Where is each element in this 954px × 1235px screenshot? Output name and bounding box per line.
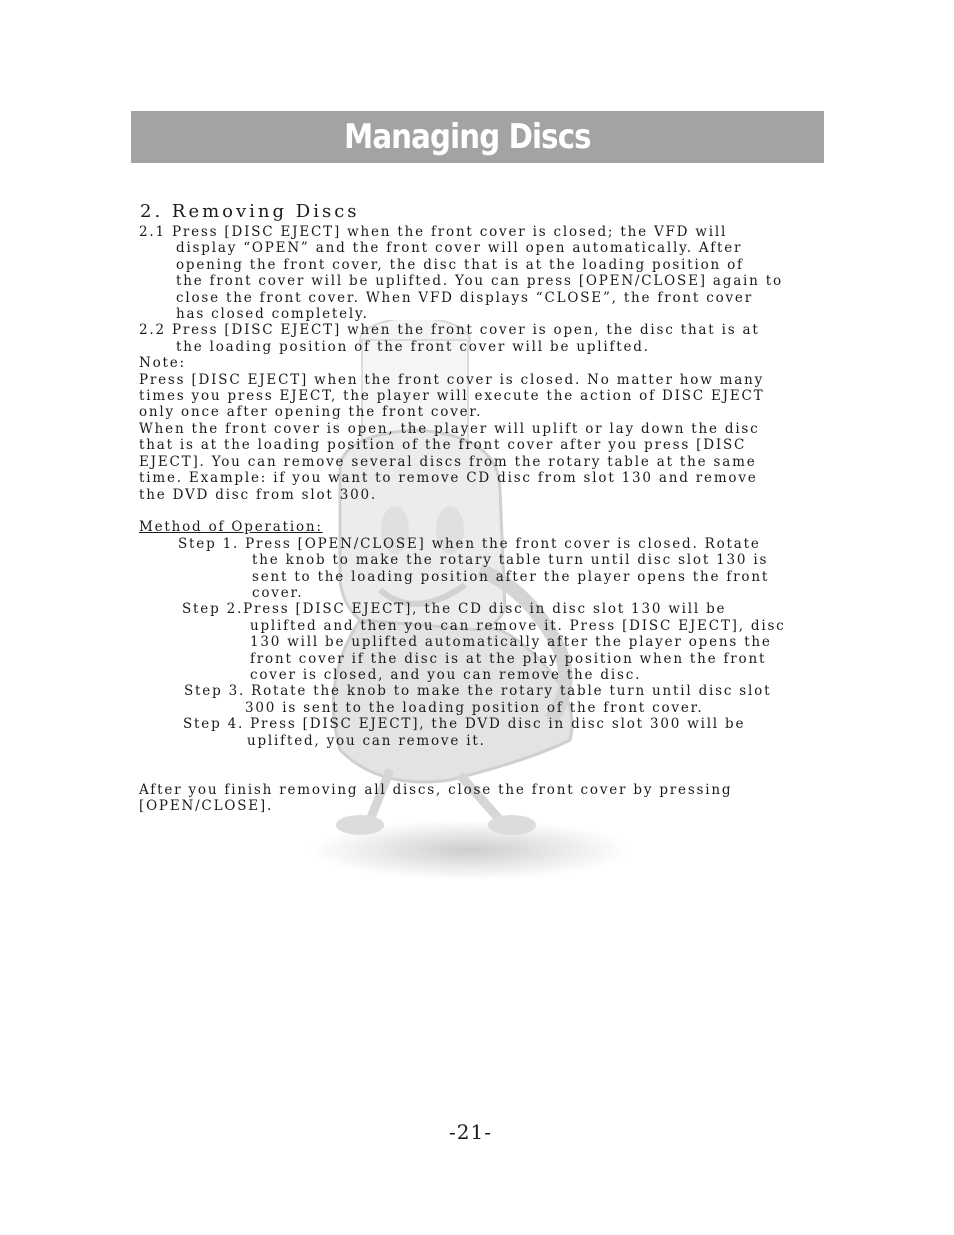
step-line: 300 is sent to the loading position of the front cover. xyxy=(245,699,704,716)
text-line: display “OPEN” and the front cover will open automatically. After xyxy=(176,240,743,257)
text-line: the front cover will be uplifted. You can press [OPEN/CLOSE] again to xyxy=(176,273,783,290)
text-line: the DVD disc from slot 300. xyxy=(139,486,378,503)
instruction-lines xyxy=(139,224,829,503)
method-steps xyxy=(139,536,829,749)
title-banner xyxy=(131,111,824,163)
step-line: Step 4. Press [DISC EJECT], the DVD disc in disc slot 300 will be xyxy=(183,716,746,733)
step-line: uplifted and then you can remove it. Press [DISC EJECT], disc xyxy=(250,617,786,634)
text-line: When the front cover is open, the player will uplift or lay down the disc xyxy=(139,420,760,437)
step-line: Step 2.Press [DISC EJECT], the CD disc in disc slot 130 will be xyxy=(182,601,727,618)
method-heading: Method of Operation: xyxy=(139,519,323,536)
page-title: Managing Discs xyxy=(344,117,591,157)
step-line: uplifted, you can remove it. xyxy=(247,732,486,749)
step-line: cover is closed, and you can remove the disc. xyxy=(250,666,642,683)
step-line: Step 3. Rotate the knob to make the rotary table turn until disc slot xyxy=(184,683,772,700)
content xyxy=(139,200,829,815)
step-line: sent to the loading position after the player opens the front xyxy=(252,568,770,585)
text-line: close the front cover. When VFD displays “CLOSE”, the front cover xyxy=(176,289,753,306)
text-line: that is at the loading position of the front cover after you press [DISC xyxy=(139,437,747,454)
page-number: -21- xyxy=(449,1120,492,1144)
text-line: EJECT]. You can remove several discs from the rotary table at the same xyxy=(139,453,757,470)
text-line: 2.1 Press [DISC EJECT] when the front cover is closed; the VFD will xyxy=(139,224,728,240)
step-line: the knob to make the rotary table turn until disc slot 130 is xyxy=(252,552,769,569)
closing-text xyxy=(139,782,829,815)
text-line: times you press EJECT, the player will execute the action of DISC EJECT xyxy=(139,388,765,405)
text-line: 2.2 Press [DISC EJECT] when the front cover is open, the disc that is at xyxy=(139,322,760,339)
step-line: Step 1. Press [OPEN/CLOSE] when the front cover is closed. Rotate xyxy=(178,535,761,552)
step-line: front cover if the disc is at the play position when the front xyxy=(250,650,767,667)
text-line: the loading position of the front cover will be uplifted. xyxy=(176,338,650,355)
closing-line: After you finish removing all discs, close the front cover by pressing xyxy=(139,781,733,798)
step-line: 130 will be uplifted automatically after the player opens the xyxy=(250,634,772,651)
text-line: time. Example: if you want to remove CD disc from slot 130 and remove xyxy=(139,470,758,487)
text-line: Press [DISC EJECT] when the front cover is closed. No matter how many xyxy=(139,371,765,388)
step-line: cover. xyxy=(252,584,304,601)
closing-line: [OPEN/CLOSE]. xyxy=(139,798,274,815)
text-line: opening the front cover, the disc that is at the loading position of xyxy=(176,256,744,273)
text-line: has closed completely. xyxy=(176,306,369,323)
section-heading: 2. Removing Discs xyxy=(140,201,360,222)
text-line: Note: xyxy=(139,355,186,372)
text-line: only once after opening the front cover. xyxy=(139,404,483,421)
